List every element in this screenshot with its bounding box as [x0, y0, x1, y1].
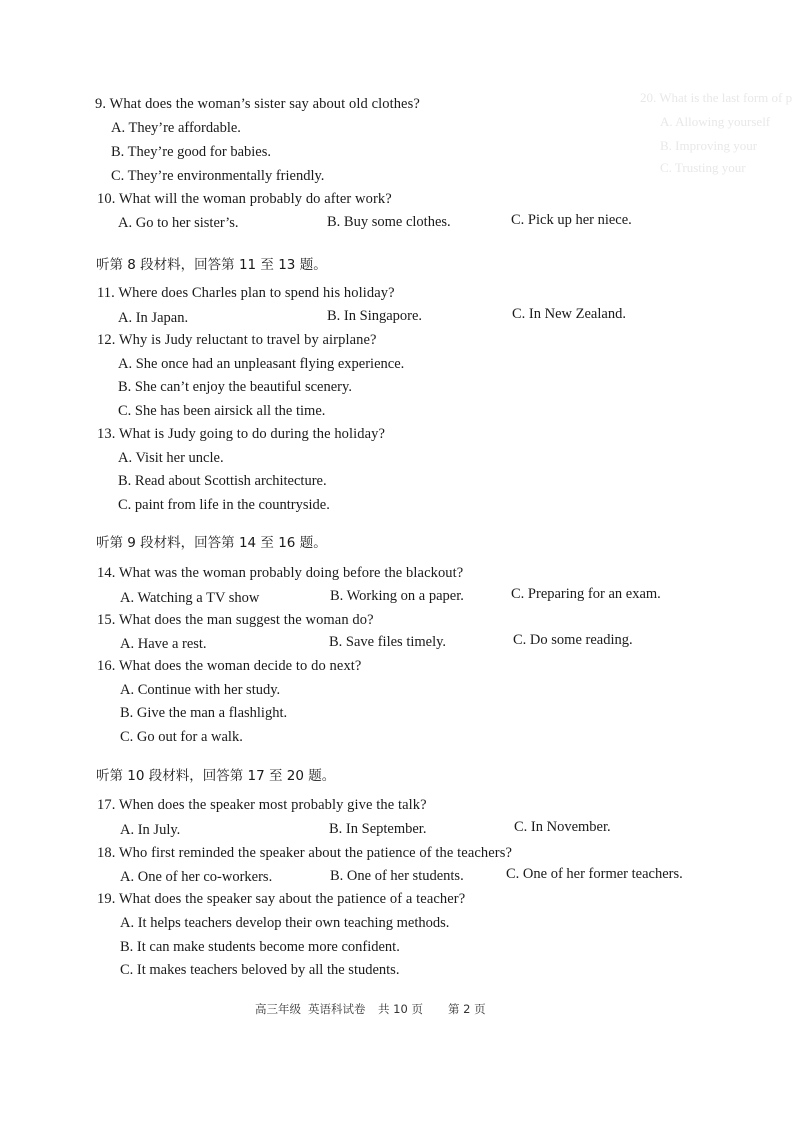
section-heading-9: 听第 9 段材料，回答第 14 至 16 题。 — [96, 535, 327, 551]
q17-option-a: A. In July. — [120, 822, 181, 838]
question-9: 9. What does the woman’s sister say about old clothes? — [95, 96, 420, 112]
footer-subject: 英语科试卷 — [308, 1002, 366, 1016]
q16-option-c: C. Go out for a walk. — [120, 729, 243, 745]
q12-option-b: B. She can’t enjoy the beautiful scenery. — [118, 379, 352, 395]
footer-page-number: 第 2 页 — [448, 1002, 486, 1016]
question-18: 18. Who first reminded the speaker about the patience of the teachers? — [97, 845, 512, 861]
q9-option-c: C. They’re environmentally friendly. — [111, 168, 325, 184]
q9-option-a: A. They’re affordable. — [111, 120, 241, 136]
q13-option-b: B. Read about Scottish architecture. — [118, 473, 327, 489]
bleed-through-text: A. Allowing yourself — [660, 114, 771, 129]
q17-option-b: B. In September. — [329, 821, 427, 837]
q10-option-c: C. Pick up her niece. — [511, 212, 632, 228]
question-13: 13. What is Judy going to do during the holiday? — [97, 426, 386, 442]
q15-option-a: A. Have a rest. — [120, 636, 207, 652]
question-19: 19. What does the speaker say about the patience of a teacher? — [97, 891, 466, 907]
q10-option-a: A. Go to her sister’s. — [118, 215, 239, 231]
q14-option-c: C. Preparing for an exam. — [511, 586, 661, 602]
question-17: 17. When does the speaker most probably give the talk? — [97, 797, 427, 813]
bleed-through-text: B. Improving your — [660, 138, 758, 153]
q19-option-b: B. It can make students become more confident. — [120, 939, 400, 955]
question-10: 10. What will the woman probably do after work? — [97, 191, 392, 207]
q18-option-c: C. One of her former teachers. — [506, 866, 683, 882]
q17-option-c: C. In November. — [514, 819, 611, 835]
section-heading-8: 听第 8 段材料，回答第 11 至 13 题。 — [96, 257, 327, 273]
q15-option-c: C. Do some reading. — [513, 632, 633, 648]
question-14: 14. What was the woman probably doing before the blackout? — [97, 565, 464, 581]
question-16: 16. What does the woman decide to do next? — [97, 658, 362, 674]
q13-option-a: A. Visit her uncle. — [118, 450, 224, 466]
q10-option-b: B. Buy some clothes. — [327, 214, 451, 230]
question-15: 15. What does the man suggest the woman do? — [97, 612, 374, 628]
section-heading-10: 听第 10 段材料，回答第 17 至 20 题。 — [96, 768, 336, 784]
question-12: 12. Why is Judy reluctant to travel by airplane? — [97, 332, 377, 348]
q18-option-a: A. One of her co-workers. — [120, 869, 273, 885]
q11-option-b: B. In Singapore. — [327, 308, 423, 324]
q12-option-c: C. She has been airsick all the time. — [118, 403, 326, 419]
footer-total-pages: 共 10 页 — [378, 1002, 423, 1016]
q19-option-c: C. It makes teachers beloved by all the students. — [120, 962, 400, 978]
q11-option-a: A. In Japan. — [118, 310, 189, 326]
q15-option-b: B. Save files timely. — [329, 634, 447, 650]
bleed-through-text: C. Trusting your — [660, 160, 746, 175]
q16-option-b: B. Give the man a flashlight. — [120, 705, 288, 721]
q18-option-b: B. One of her students. — [330, 868, 464, 884]
q19-option-a: A. It helps teachers develop their own teaching methods. — [120, 915, 450, 931]
q13-option-c: C. paint from life in the countryside. — [118, 497, 330, 513]
q16-option-a: A. Continue with her study. — [120, 682, 281, 698]
question-11: 11. Where does Charles plan to spend his holiday? — [97, 285, 395, 301]
q14-option-b: B. Working on a paper. — [330, 588, 464, 604]
q14-option-a: A. Watching a TV show — [120, 590, 260, 606]
q12-option-a: A. She once had an unpleasant flying experience. — [118, 356, 405, 372]
bleed-through-text: 20. What is the last form of p — [640, 90, 793, 105]
footer-grade: 高三年级 — [255, 1002, 301, 1016]
q11-option-c: C. In New Zealand. — [512, 306, 626, 322]
q9-option-b: B. They’re good for babies. — [111, 144, 271, 160]
